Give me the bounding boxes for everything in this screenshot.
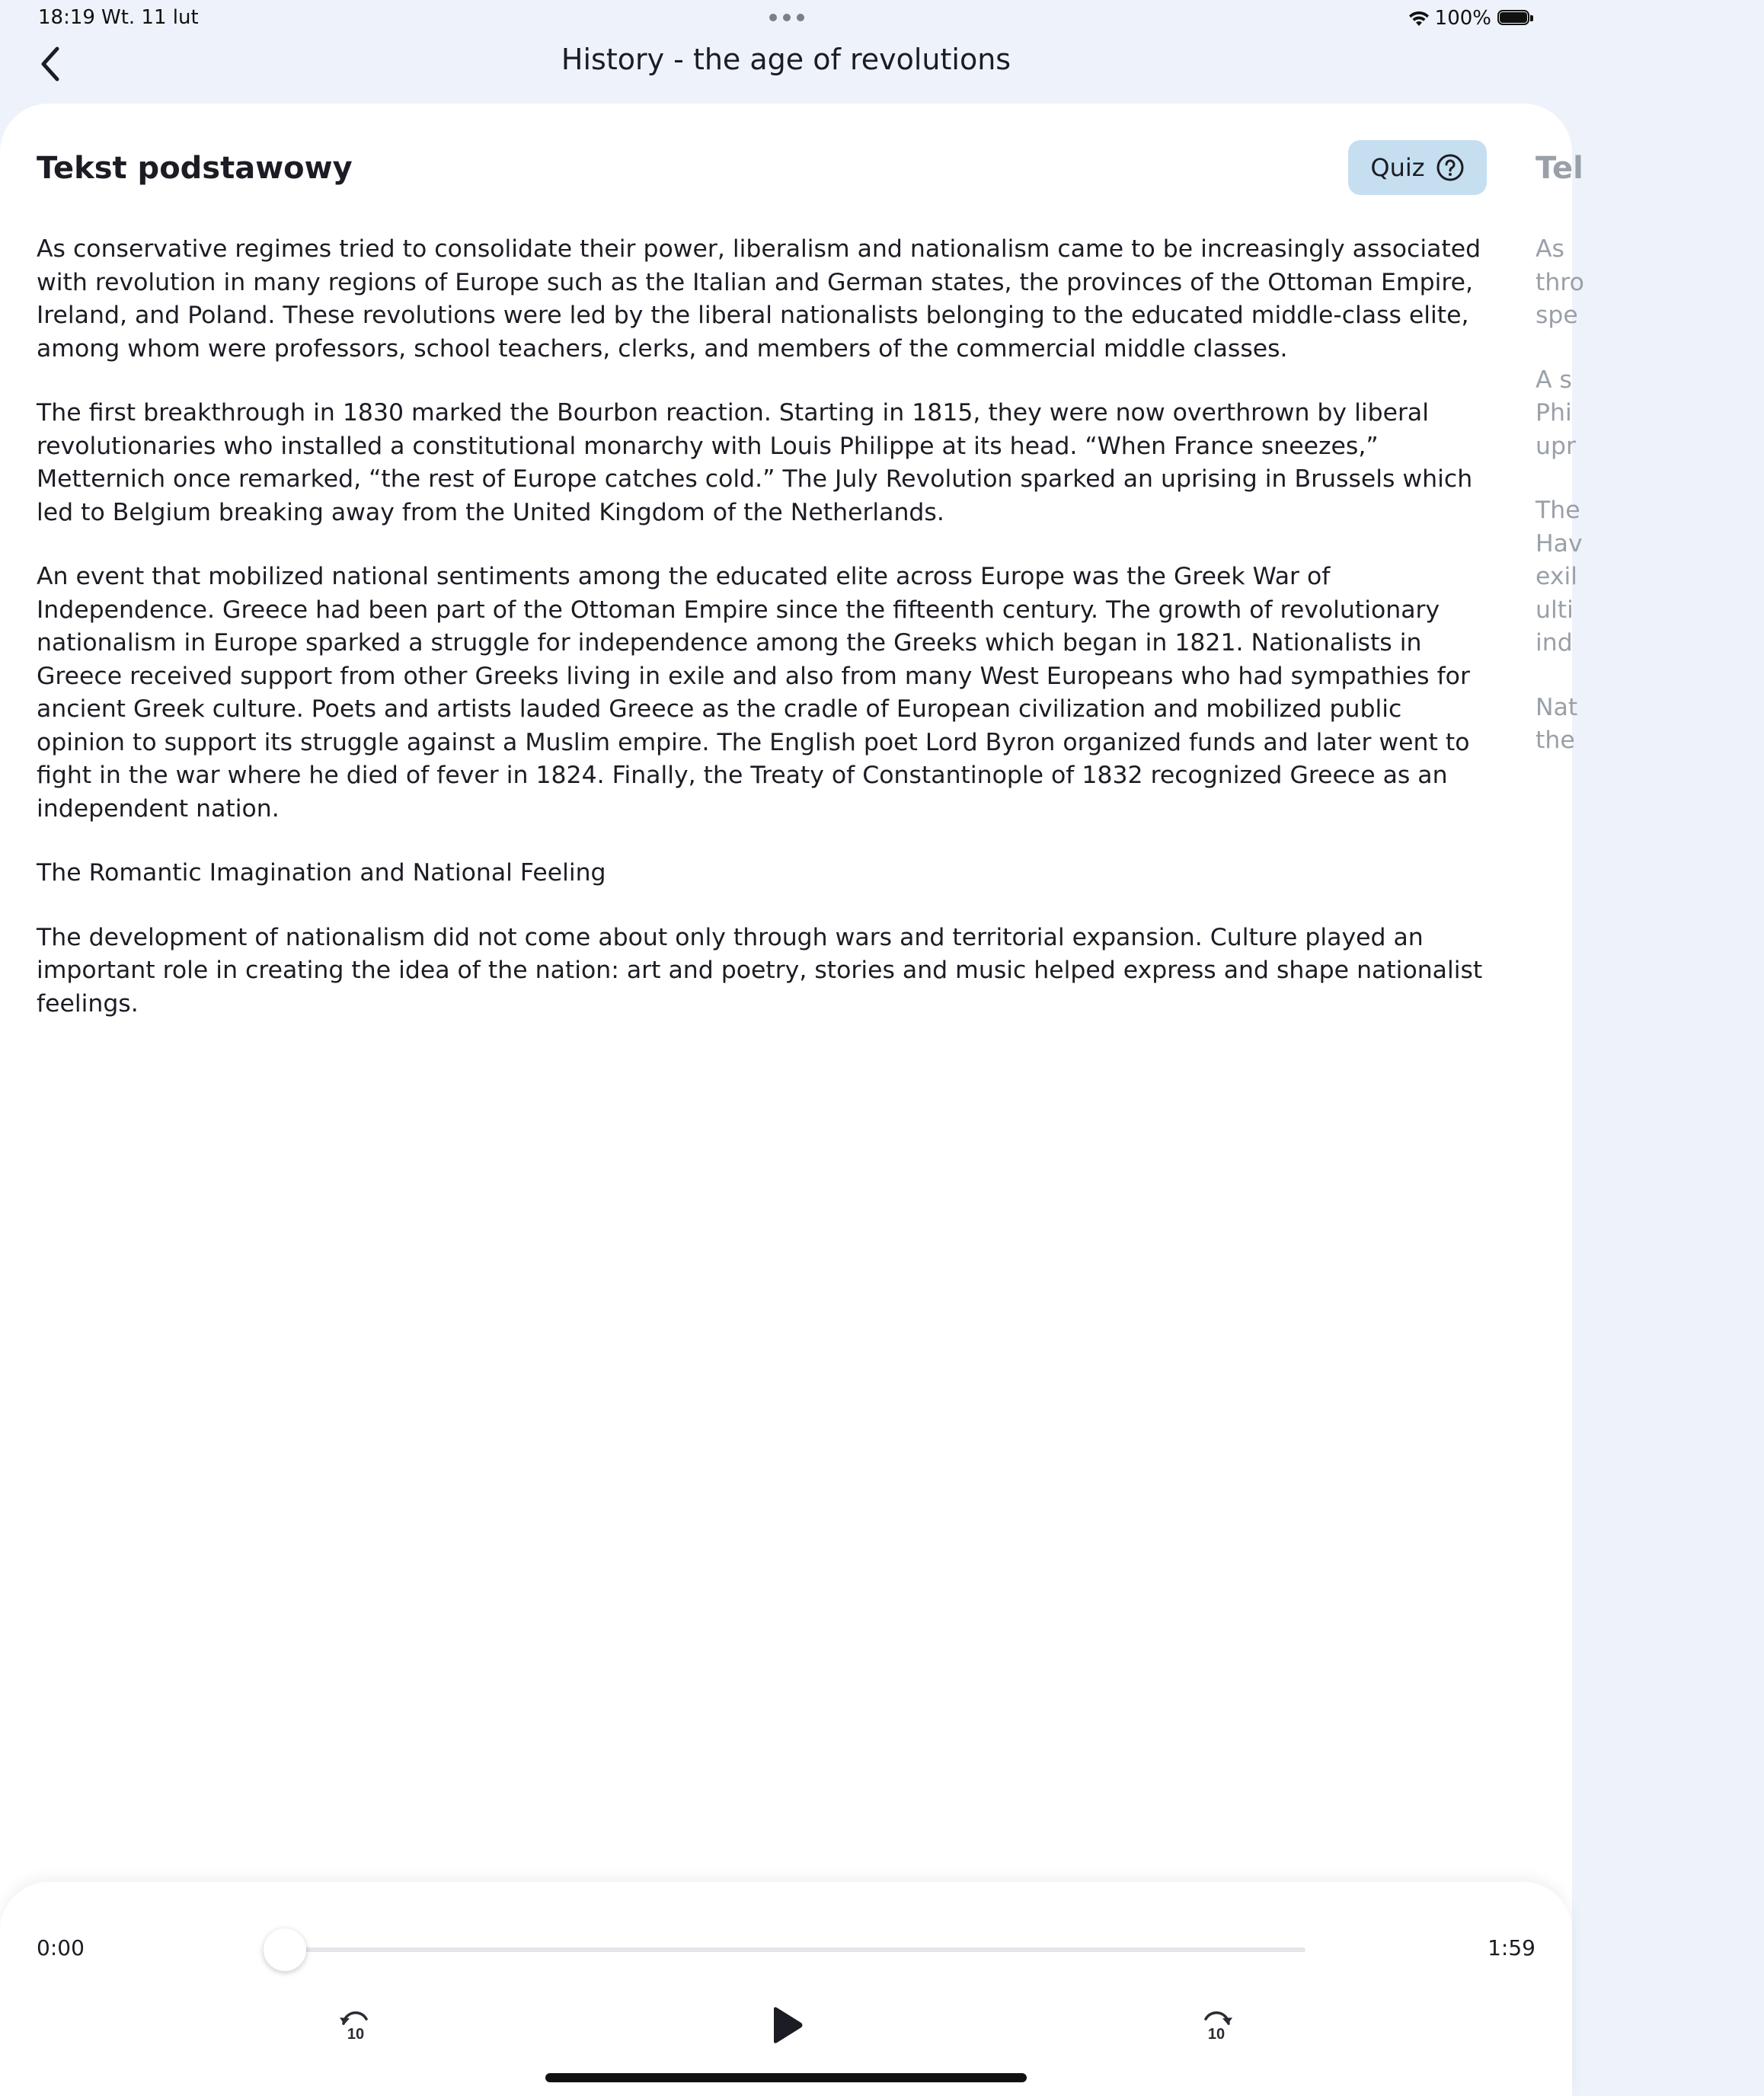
audio-player <box>0 1882 1572 2096</box>
current-time: 0:00 <box>37 1935 85 1960</box>
peek-title: Tel <box>1536 151 1583 186</box>
status-indicators <box>1408 6 1534 30</box>
peek-paragraph: Nat the <box>1536 693 1578 754</box>
svg-text:10: 10 <box>347 2026 365 2043</box>
subheading: The Romantic Imagination and National Feeling <box>37 859 606 887</box>
svg-text:10: 10 <box>1207 2026 1226 2043</box>
peek-paragraph: The Hav exil ulti ind <box>1536 497 1583 657</box>
status-time: 18:19 <box>38 6 95 29</box>
page-title: History - the age of revolutions <box>561 43 1011 76</box>
quiz-button[interactable] <box>1348 140 1487 195</box>
paragraph: As conservative regimes tried to consolidate their power, liberalism and nationalism came to be increasingly associated with revolution in many regions of Europe such as the Italian and German states, the provinces of the Ottoman Empire, Ireland, and Poland. These revolutions were led by the liberal nationalists belonging to the educated middle-class elite, among whom were professors, school teachers, clerks, and members of the commercial middle classes. <box>37 235 1481 363</box>
wifi-icon <box>1408 9 1430 27</box>
play-icon <box>768 2005 804 2045</box>
paragraph: The development of nationalism did not come about only through wars and territorial expansion. Culture played an important role in creating the idea of the nation: art and poetry, stories and music helped express and shape nationalist feelings. <box>37 923 1483 1018</box>
multitasking-dots-icon[interactable] <box>769 14 804 21</box>
content-card <box>0 104 1584 2096</box>
progress-thumb[interactable] <box>264 1928 306 1971</box>
nav-bar <box>0 37 1572 105</box>
paragraph: The first breakthrough in 1830 marked the Bourbon reaction. Starting in 1815, they were now overthrown by liberal revolutionaries who installed a constitutional monarchy with Louis Philippe at its head. “When France sneezes,” Metternich once remarked, “the rest of Europe catches cold.” The July Revolution sparked an uprising in Brussels which led to Belgium breaking away from the United Kingdom of the Netherlands. <box>37 399 1473 526</box>
paragraph: An event that mobilized national sentiments among the educated elite across Europe was the Greek War of Independence. Greece had been part of the Ottoman Empire since the fifteenth century. The growth of revolutionary nationalism in Europe sparked a struggle for independence among the Greeks which began in 1821. Nationalists in Greece received support from other Greeks living in exile and also from many West Europeans who had sympathies for ancient Greek culture. Poets and artists lauded Greece as the cradle of European civilization and mobilized public opinion to support its struggle against a Muslim empire. The English poet Lord Byron organized funds and later went to fight in the war where he died of fever in 1824. Finally, the Treaty of Constantinople of 1832 recognized Greece as an independent nation. <box>37 563 1470 823</box>
status-bar <box>0 0 1572 37</box>
peek-text <box>1536 233 1584 789</box>
question-circle-icon <box>1436 153 1465 182</box>
reading-text <box>37 233 1484 1052</box>
rewind-10-icon <box>337 2007 373 2043</box>
play-button[interactable] <box>759 1998 813 2053</box>
battery-percentage: 100% <box>1434 7 1491 30</box>
forward-10-button[interactable] <box>1190 1998 1245 2053</box>
progress-slider[interactable] <box>285 1947 1305 1952</box>
battery-icon <box>1497 10 1534 27</box>
home-indicator[interactable] <box>545 2073 1027 2082</box>
section-title: Tekst podstawowy <box>37 151 353 186</box>
status-date: Wt. 11 lut <box>101 6 199 29</box>
rewind-10-button[interactable] <box>328 1998 382 2053</box>
quiz-button-label: Quiz <box>1370 153 1425 182</box>
forward-10-icon <box>1199 2007 1235 2043</box>
total-time: 1:59 <box>1488 1935 1536 1960</box>
peek-paragraph: A s Phi upr <box>1536 366 1576 460</box>
peek-paragraph: As thro spe <box>1536 235 1584 329</box>
